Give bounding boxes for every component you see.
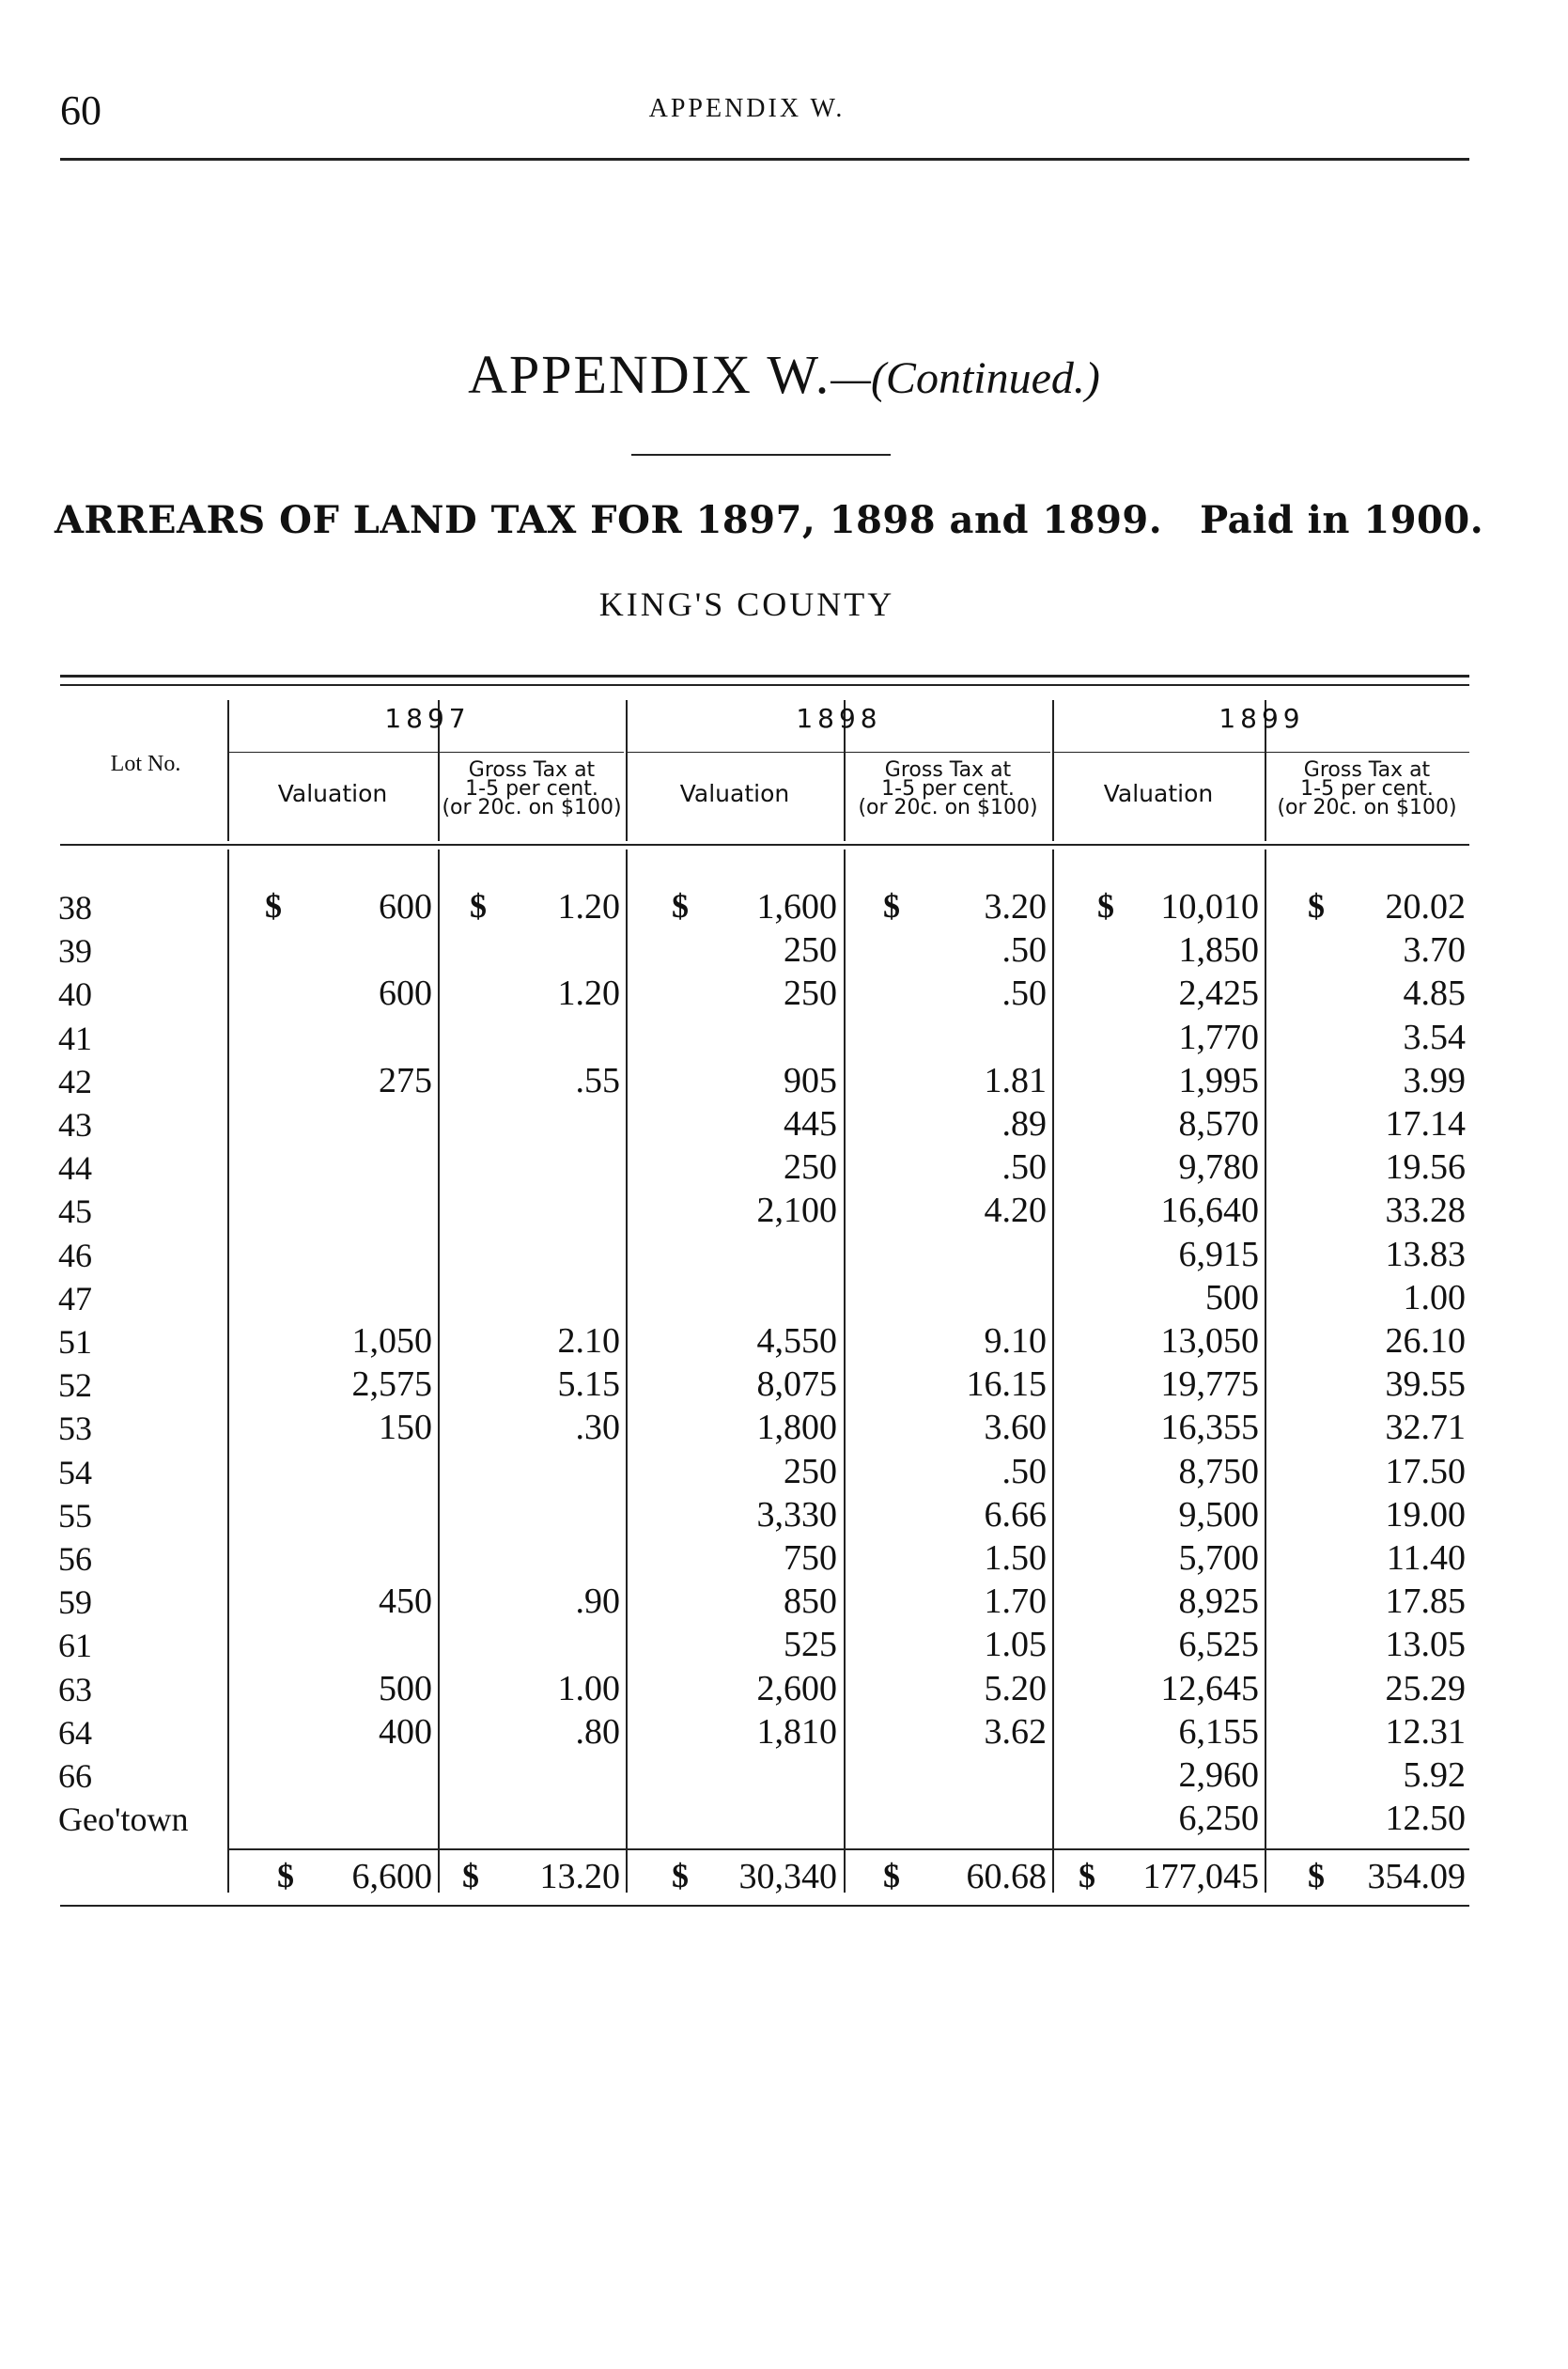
cell-v1898: 445	[784, 1104, 837, 1144]
cell-t1899: 26.10	[1385, 1321, 1466, 1361]
cell-v1897: 275	[379, 1060, 432, 1100]
cell-t1898: .50	[1001, 930, 1047, 971]
cell-v1898: 850	[784, 1582, 837, 1622]
cell-v1899: 13,050	[1160, 1321, 1259, 1361]
cell-v1899: 8,925	[1178, 1582, 1259, 1622]
cell-v1899: 19,775	[1160, 1364, 1259, 1405]
cell-v1898: 3,330	[756, 1494, 837, 1535]
dollar-v1897: $	[265, 887, 282, 925]
cell-t1898: 3.60	[984, 1408, 1047, 1448]
cell-t1898: 6.66	[984, 1494, 1047, 1535]
cell-v1899: 6,525	[1178, 1625, 1259, 1665]
cell-t1897: .80	[575, 1711, 620, 1752]
col-line-1897-end	[626, 849, 628, 1893]
cell-v1898: 1,810	[756, 1711, 837, 1752]
cell-t1899: 17.85	[1385, 1582, 1466, 1622]
total-t1898: 60.68	[966, 1857, 1047, 1897]
cell-t1899: 25.29	[1385, 1668, 1466, 1708]
cell-v1899: 500	[1205, 1277, 1259, 1317]
cell-v1899: 2,425	[1178, 974, 1259, 1014]
cell-t1899: 1.00	[1403, 1277, 1466, 1317]
dollar-t1899: $	[1308, 887, 1325, 925]
cell-v1898: 250	[784, 974, 837, 1014]
appendix-title	[0, 343, 1568, 406]
lot-number: 63	[58, 1670, 92, 1708]
year-rule-1899	[1054, 752, 1469, 753]
gross-tax-header-line: Gross Tax at	[468, 758, 596, 782]
col-line-1898-end	[1052, 849, 1054, 1893]
cell-t1899: 12.31	[1385, 1711, 1466, 1752]
lot-number: 64	[58, 1713, 92, 1752]
cell-t1897: .90	[575, 1582, 620, 1622]
cell-t1898: 3.62	[984, 1711, 1047, 1752]
cell-v1899: 1,770	[1178, 1017, 1259, 1057]
cell-v1899: 1,850	[1178, 930, 1259, 971]
col-line-1898-mid	[844, 849, 846, 1893]
valuation-header-1899: Valuation	[1103, 780, 1214, 807]
lot-number: 53	[58, 1410, 92, 1448]
cell-v1898: 250	[784, 1147, 837, 1188]
cell-t1898: .50	[1001, 974, 1047, 1014]
gross-tax-header-1899	[1264, 758, 1470, 819]
total-dollar-t1899: $	[1308, 1857, 1325, 1895]
subtitle-paid: Paid in 1900.	[1200, 498, 1484, 542]
lot-number: 51	[58, 1323, 92, 1361]
col-line-lot	[227, 849, 229, 1893]
lot-number: 44	[58, 1149, 92, 1188]
cell-t1899: 39.55	[1385, 1364, 1466, 1405]
gross-tax-header-line: (or 20c. on $100)	[858, 796, 1038, 819]
gross-tax-header-line: 1-5 per cent.	[1300, 777, 1434, 801]
cell-t1898: .50	[1001, 1147, 1047, 1188]
lot-number: 39	[58, 932, 92, 971]
cell-t1898: 1.81	[984, 1060, 1047, 1100]
cell-t1899: 3.70	[1403, 930, 1466, 971]
cell-v1899: 2,960	[1178, 1755, 1259, 1795]
cell-v1899: 8,750	[1178, 1451, 1259, 1491]
cell-t1899: 32.71	[1385, 1408, 1466, 1448]
cell-t1899: 4.85	[1403, 974, 1466, 1014]
year-header-1897: 1897	[384, 703, 471, 734]
appendix-title-main: APPENDIX W.	[468, 344, 831, 405]
totals-bottom-rule	[60, 1905, 1469, 1907]
running-head: APPENDIX W.	[648, 94, 846, 123]
table-top-rule-2	[60, 684, 1469, 686]
cell-v1898: 8,075	[756, 1364, 837, 1405]
cell-t1897: .55	[575, 1060, 620, 1100]
total-dollar-v1897: $	[277, 1857, 294, 1895]
dollar-v1898: $	[672, 887, 689, 925]
cell-t1899: 5.92	[1403, 1755, 1466, 1795]
cell-v1897: 2,575	[351, 1364, 432, 1405]
gross-tax-header-line: (or 20c. on $100)	[1277, 796, 1457, 819]
cell-v1897: 1,050	[351, 1321, 432, 1361]
cell-t1898: 3.20	[984, 887, 1047, 927]
cell-v1899: 10,010	[1160, 887, 1259, 927]
gross-tax-header-1898	[845, 758, 1051, 819]
gross-tax-header-line: Gross Tax at	[884, 758, 1012, 782]
header-rule	[60, 158, 1469, 161]
cell-t1898: 9.10	[984, 1321, 1047, 1361]
lot-number: 47	[58, 1279, 92, 1317]
total-v1898: 30,340	[738, 1857, 837, 1897]
header-bottom-rule	[60, 844, 1469, 846]
cell-v1899: 9,500	[1178, 1494, 1259, 1535]
dollar-v1899: $	[1097, 887, 1114, 925]
lot-number: 55	[58, 1496, 92, 1535]
gross-tax-header-line: Gross Tax at	[1303, 758, 1431, 782]
cell-t1897: 1.20	[557, 887, 620, 927]
lot-number: 59	[58, 1583, 92, 1622]
cell-v1899: 16,640	[1160, 1191, 1259, 1231]
lot-number: 42	[58, 1062, 92, 1100]
cell-t1898: 1.70	[984, 1582, 1047, 1622]
cell-v1898: 250	[784, 1451, 837, 1491]
lot-number: 56	[58, 1540, 92, 1578]
cell-v1899: 8,570	[1178, 1104, 1259, 1144]
cell-t1899: 33.28	[1385, 1191, 1466, 1231]
table-subtitle	[54, 498, 1484, 542]
lot-number: 61	[58, 1627, 92, 1665]
year-header-1899: 1899	[1219, 703, 1305, 734]
cell-v1897: 600	[379, 974, 432, 1014]
cell-t1899: 17.50	[1385, 1451, 1466, 1491]
gross-tax-header-1897	[428, 758, 635, 819]
col-line-1899-mid	[1265, 849, 1266, 1893]
cell-t1899: 13.83	[1385, 1234, 1466, 1274]
lot-number: 66	[58, 1757, 92, 1795]
cell-t1898: .89	[1001, 1104, 1047, 1144]
year-header-1898: 1898	[796, 703, 882, 734]
cell-t1898: 16.15	[966, 1364, 1047, 1405]
cell-v1897: 500	[379, 1668, 432, 1708]
table-top-rule	[60, 675, 1469, 678]
cell-t1898: 1.05	[984, 1625, 1047, 1665]
lot-number: 41	[58, 1019, 92, 1057]
total-dollar-t1898: $	[883, 1857, 900, 1895]
cell-t1899: 20.02	[1385, 887, 1466, 927]
year-rule-1898	[628, 752, 1050, 753]
cell-v1898: 2,100	[756, 1191, 837, 1231]
cell-v1899: 9,780	[1178, 1147, 1259, 1188]
cell-t1899: 19.56	[1385, 1147, 1466, 1188]
total-dollar-v1898: $	[672, 1857, 689, 1895]
cell-t1898: .50	[1001, 1451, 1047, 1491]
cell-v1899: 6,155	[1178, 1711, 1259, 1752]
cell-t1899: 3.54	[1403, 1017, 1466, 1057]
cell-v1897: 450	[379, 1582, 432, 1622]
total-dollar-v1899: $	[1079, 1857, 1095, 1895]
cell-t1897: 2.10	[557, 1321, 620, 1361]
subtitle-main: ARREARS OF LAND TAX FOR 1897, 1898 and 1899.	[54, 498, 1163, 542]
total-t1897: 13.20	[539, 1857, 620, 1897]
cell-t1898: 1.50	[984, 1538, 1047, 1578]
gross-tax-header-line: 1-5 per cent.	[465, 777, 598, 801]
cell-v1899: 6,250	[1178, 1799, 1259, 1839]
total-t1899: 354.09	[1367, 1857, 1466, 1897]
valuation-header-1898: Valuation	[679, 780, 790, 807]
cell-t1897: 5.15	[557, 1364, 620, 1405]
lot-number: 45	[58, 1192, 92, 1231]
cell-t1899: 13.05	[1385, 1625, 1466, 1665]
cell-t1899: 12.50	[1385, 1799, 1466, 1839]
year-rule-1897	[229, 752, 624, 753]
total-v1897: 6,600	[351, 1857, 432, 1897]
dollar-t1898: $	[883, 887, 900, 925]
cell-v1899: 5,700	[1178, 1538, 1259, 1578]
lot-number: 43	[58, 1106, 92, 1144]
col-line-1897-mid	[438, 849, 440, 1893]
cell-v1899: 16,355	[1160, 1408, 1259, 1448]
cell-t1897: 1.00	[557, 1668, 620, 1708]
cell-v1898: 525	[784, 1625, 837, 1665]
cell-v1898: 2,600	[756, 1668, 837, 1708]
cell-v1899: 6,915	[1178, 1234, 1259, 1274]
cell-t1897: .30	[575, 1408, 620, 1448]
lot-header: Lot No.	[110, 752, 181, 776]
cell-t1899: 3.99	[1403, 1060, 1466, 1100]
cell-t1899: 17.14	[1385, 1104, 1466, 1144]
cell-t1898: 4.20	[984, 1191, 1047, 1231]
col-line-lot-top	[227, 700, 229, 841]
title-rule	[631, 454, 891, 456]
lot-number: 52	[58, 1366, 92, 1405]
cell-v1897: 400	[379, 1711, 432, 1752]
col-line-1898-end-top	[1052, 700, 1054, 841]
appendix-title-continued: —(Continued.)	[831, 353, 1100, 403]
cell-t1898: 5.20	[984, 1668, 1047, 1708]
lot-number: Geo'town	[58, 1800, 189, 1839]
county-heading: KING'S COUNTY	[598, 585, 895, 623]
gross-tax-header-line: (or 20c. on $100)	[442, 796, 622, 819]
cell-v1898: 250	[784, 930, 837, 971]
cell-v1898: 1,800	[756, 1408, 837, 1448]
cell-t1897: 1.20	[557, 974, 620, 1014]
lot-number: 54	[58, 1453, 92, 1491]
lot-number: 38	[58, 889, 92, 927]
totals-top-rule	[229, 1848, 1469, 1850]
total-v1899: 177,045	[1142, 1857, 1259, 1897]
dollar-t1897: $	[470, 887, 487, 925]
lot-number: 40	[58, 975, 92, 1014]
total-dollar-t1897: $	[462, 1857, 479, 1895]
cell-v1899: 12,645	[1160, 1668, 1259, 1708]
cell-v1898: 905	[784, 1060, 837, 1100]
page-number: 60	[60, 87, 101, 133]
cell-t1899: 19.00	[1385, 1494, 1466, 1535]
lot-number: 46	[58, 1236, 92, 1274]
cell-v1898: 4,550	[756, 1321, 837, 1361]
cell-v1898: 750	[784, 1538, 837, 1578]
cell-v1897: 150	[379, 1408, 432, 1448]
cell-v1898: 1,600	[756, 887, 837, 927]
cell-v1899: 1,995	[1178, 1060, 1259, 1100]
valuation-header-1897: Valuation	[277, 780, 388, 807]
cell-t1899: 11.40	[1386, 1538, 1466, 1578]
cell-v1897: 600	[379, 887, 432, 927]
gross-tax-header-line: 1-5 per cent.	[881, 777, 1015, 801]
